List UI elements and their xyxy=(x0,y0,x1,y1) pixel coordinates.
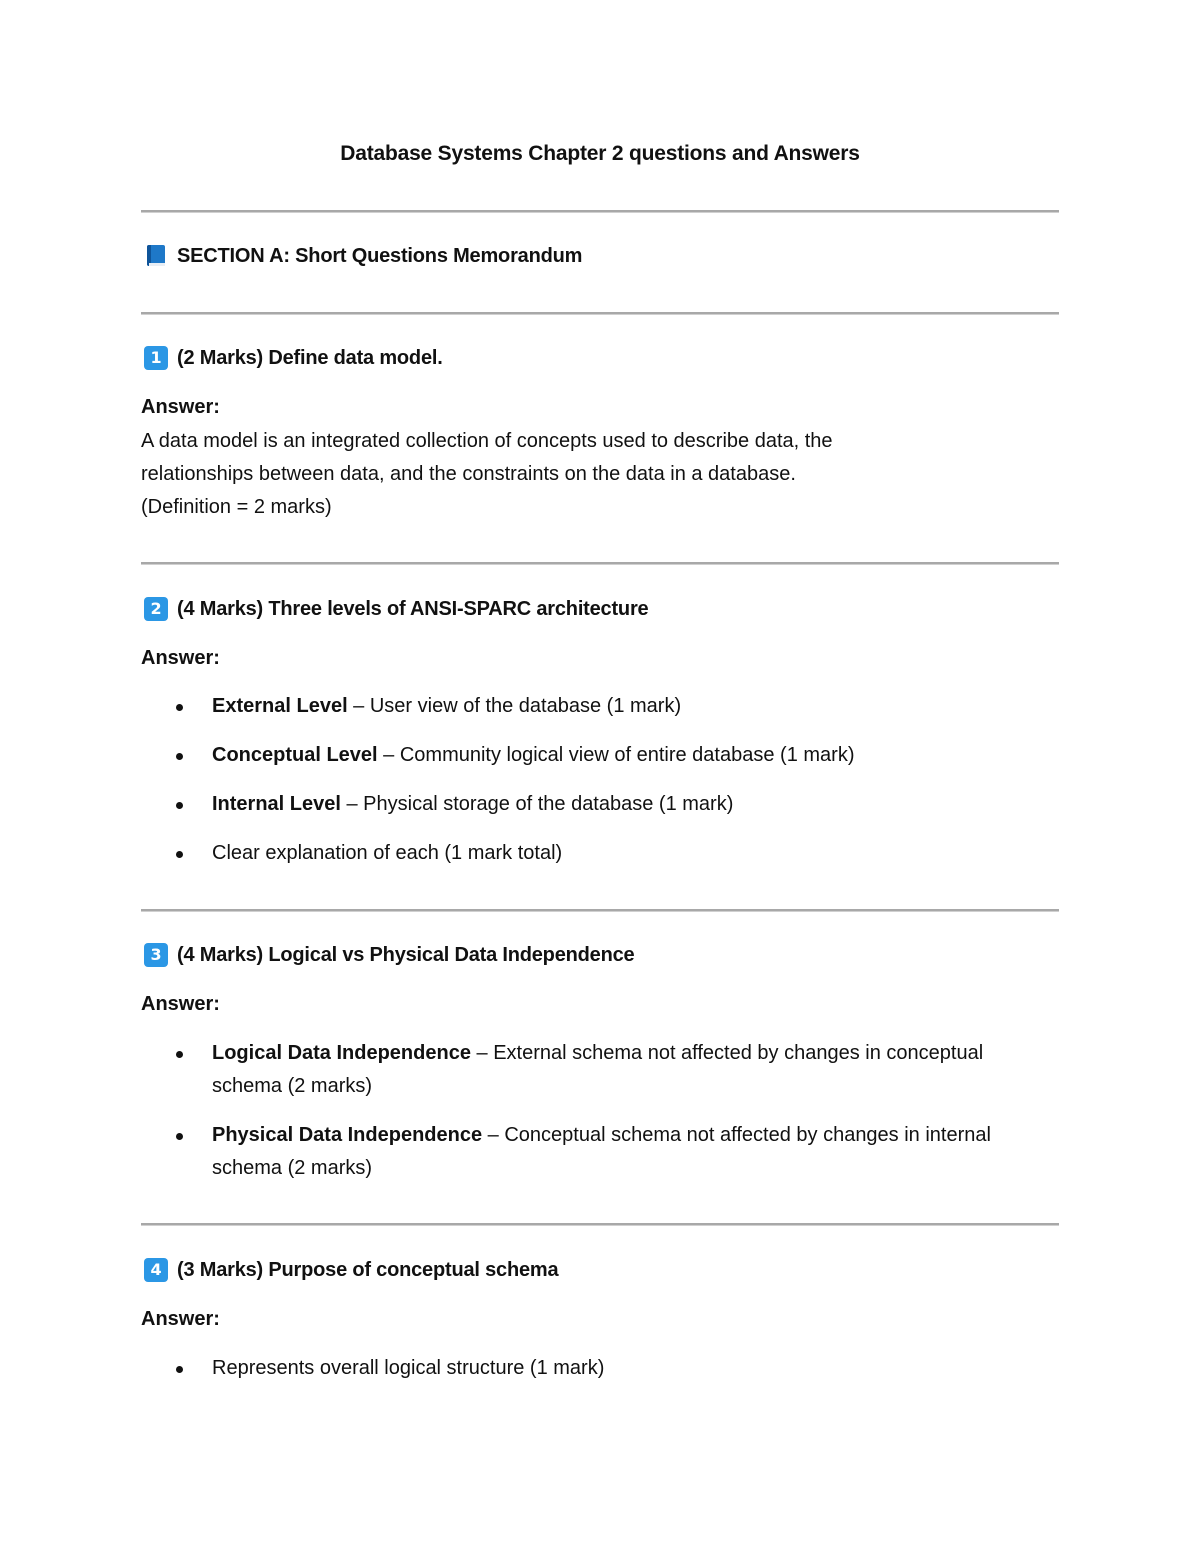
question-1-title: (2 Marks) Define data model. xyxy=(177,346,443,369)
list-item-term: External Level xyxy=(212,695,348,717)
section-heading-label: SECTION A: Short Questions Memorandum xyxy=(177,244,583,267)
question-4-title: (3 Marks) Purpose of conceptual schema xyxy=(177,1258,559,1281)
keycap-4-icon: 4 xyxy=(144,1258,168,1282)
answer-2-list xyxy=(0,690,1200,886)
list-item-term: Internal Level xyxy=(212,793,341,815)
answer-1-text xyxy=(141,425,1041,524)
question-4-heading xyxy=(144,1258,558,1282)
keycap-1-icon: 1 xyxy=(144,346,168,370)
list-item-term: Physical Data Independence xyxy=(212,1124,483,1146)
list-item xyxy=(0,739,1032,772)
question-2-heading xyxy=(144,597,648,621)
question-2-title: (4 Marks) Three levels of ANSI-SPARC architecture xyxy=(177,597,649,620)
list-item-desc: – User view of the database (1 mark) xyxy=(347,695,682,717)
question-1-heading xyxy=(144,346,443,370)
answer-4-list xyxy=(0,1352,1200,1401)
keycap-3-icon: 3 xyxy=(144,943,168,967)
list-item-term: Conceptual Level xyxy=(212,744,378,766)
answer-1-line: (Definition = 2 marks) xyxy=(141,496,332,518)
list-item-term: Logical Data Independence xyxy=(212,1042,471,1064)
horizontal-rule xyxy=(141,1223,1059,1226)
section-heading xyxy=(144,244,582,268)
list-item xyxy=(0,788,1032,821)
list-item xyxy=(0,690,1032,723)
answer-label: Answer: xyxy=(141,1308,220,1330)
horizontal-rule xyxy=(141,562,1059,565)
horizontal-rule xyxy=(141,210,1059,213)
list-item-desc: – Community logical view of entire database (1 mark) xyxy=(377,744,855,766)
answer-label: Answer: xyxy=(141,993,220,1015)
list-item xyxy=(0,1037,1032,1103)
list-item-desc: – Conceptual schema not affected by changes in internal schema (2 marks) xyxy=(212,1124,991,1179)
list-item-desc: – External schema not affected by changes in conceptual schema (2 marks) xyxy=(212,1042,984,1097)
horizontal-rule xyxy=(141,909,1059,912)
answer-label: Answer: xyxy=(141,647,220,669)
answer-3-list xyxy=(0,1037,1200,1201)
document-title: Database Systems Chapter 2 questions and Answers xyxy=(340,142,860,165)
answer-label: Answer: xyxy=(141,396,220,418)
question-3-heading xyxy=(144,943,634,967)
answer-1-line: relationships between data, and the constraints on the data in a database. xyxy=(141,463,796,485)
horizontal-rule xyxy=(141,312,1059,315)
list-item-desc: Represents overall logical structure (1 mark) xyxy=(212,1357,605,1379)
question-3-title: (4 Marks) Logical vs Physical Data Independence xyxy=(177,943,635,966)
list-item-desc: Clear explanation of each (1 mark total) xyxy=(212,842,563,864)
blue-book-icon xyxy=(144,244,168,268)
list-item xyxy=(0,1352,1032,1385)
list-item xyxy=(0,1119,1032,1185)
keycap-2-icon: 2 xyxy=(144,597,168,621)
list-item xyxy=(0,837,1032,870)
list-item-desc: – Physical storage of the database (1 mark) xyxy=(340,793,734,815)
answer-1-line: A data model is an integrated collection of concepts used to describe data, the xyxy=(141,430,833,452)
